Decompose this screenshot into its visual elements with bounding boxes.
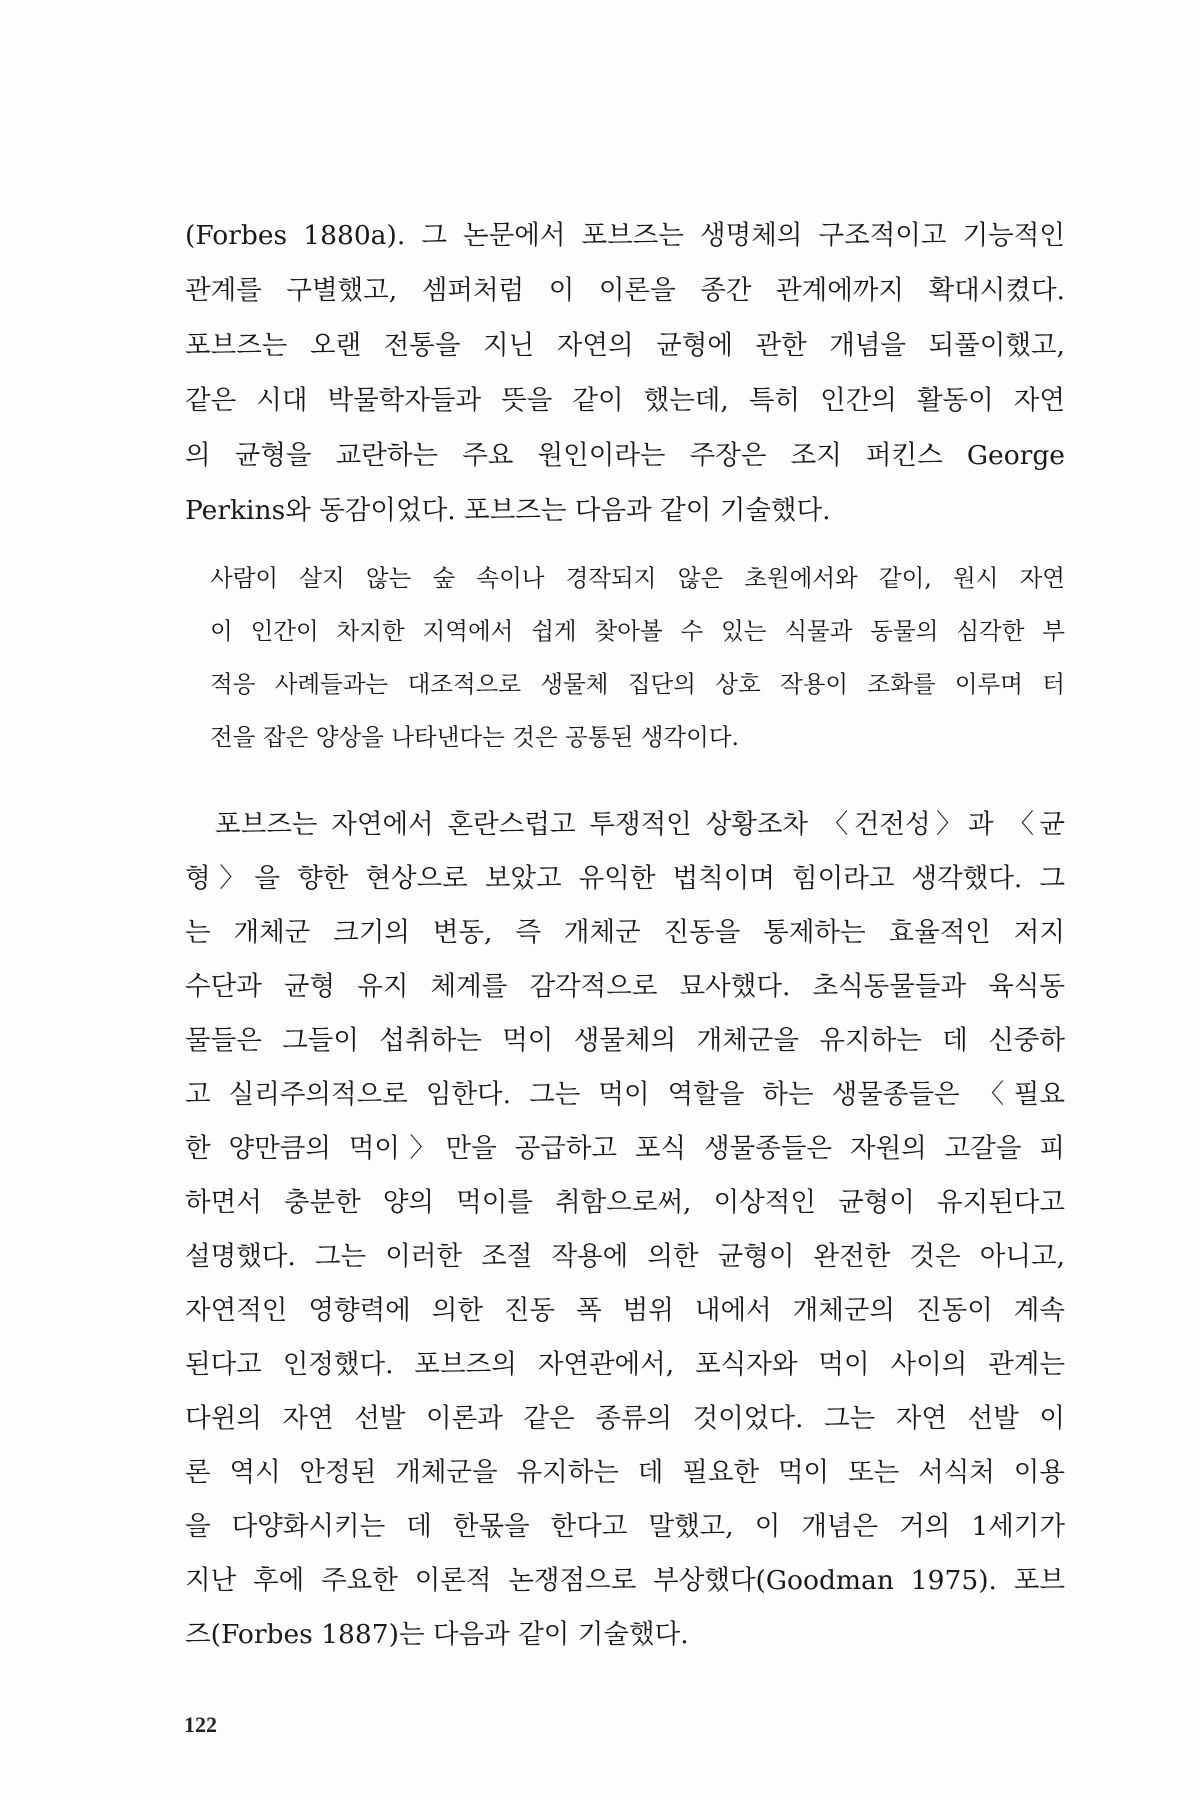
text-line: 물들은 그들이 섭취하는 먹이 생물체의 개체군을 유지하는 데 신중하 (185, 1025, 1065, 1056)
text-line: 다윈의 자연 선발 이론과 같은 종류의 것이었다. 그는 자연 선발 이 (185, 1403, 1065, 1434)
text-line: 지난 후에 주요한 이론적 논쟁점으로 부상했다(Goodman 1975). 포브 (185, 1565, 1065, 1596)
text-line: 수단과 균형 유지 체계를 감각적으로 묘사했다. 초식동물들과 육식동 (185, 971, 1065, 1002)
page-number: 122 (184, 1712, 217, 1737)
quote-line: 이 인간이 차지한 지역에서 쉽게 찾아볼 수 있는 식물과 동물의 심각한 부 (210, 617, 1065, 645)
text-line: 론 역시 안정된 개체군을 유지하는 데 필요한 먹이 또는 서식처 이용 (185, 1457, 1065, 1488)
text-line: 포브즈는 오랜 전통을 지닌 자연의 균형에 관한 개념을 되풀이했고, (185, 330, 1065, 361)
text-line: 한 양만큼의 먹이〉만을 공급하고 포식 생물종들은 자원의 고갈을 피 (185, 1133, 1065, 1164)
text-line: 된다고 인정했다. 포브즈의 자연관에서, 포식자와 먹이 사이의 관계는 (185, 1349, 1065, 1380)
block-quote (210, 552, 1065, 764)
text-line: Perkins와 동감이었다. 포브즈는 다음과 같이 기술했다. (185, 495, 831, 526)
text-line: 형〉을 향한 현상으로 보았고 유익한 법칙이며 힘이라고 생각했다. 그 (185, 863, 1065, 894)
text-line: 의 균형을 교란하는 주요 원인이라는 주장은 조지 퍼킨스 George (185, 440, 1065, 471)
quote-line: 전을 잡은 양상을 나타낸다는 것은 공통된 생각이다. (210, 723, 740, 751)
text-line: (Forbes 1880a). 그 논문에서 포브즈는 생명체의 구조적이고 기능적인 (185, 220, 1065, 251)
body-paragraph-2 (185, 798, 1065, 1662)
text-line: 같은 시대 박물학자들과 뜻을 같이 했는데, 특히 인간의 활동이 자연 (185, 385, 1065, 416)
text-line: 관계를 구별했고, 셈퍼처럼 이 이론을 종간 관계에까지 확대시켰다. (185, 275, 1065, 306)
text-line: 하면서 충분한 양의 먹이를 취함으로써, 이상적인 균형이 유지된다고 (185, 1187, 1065, 1218)
text-line: 을 다양화시키는 데 한몫을 한다고 말했고, 이 개념은 거의 1세기가 (185, 1511, 1065, 1542)
body-paragraph-1 (185, 208, 1065, 538)
text-line: 고 실리주의적으로 임한다. 그는 먹이 역할을 하는 생물종들은 〈필요 (185, 1079, 1065, 1110)
text-line: 설명했다. 그는 이러한 조절 작용에 의한 균형이 완전한 것은 아니고, (185, 1241, 1065, 1272)
quote-line: 적응 사례들과는 대조적으로 생물체 집단의 상호 작용이 조화를 이루며 터 (210, 670, 1065, 698)
quote-line: 사람이 살지 않는 숲 속이나 경작되지 않은 초원에서와 같이, 원시 자연 (210, 564, 1065, 592)
text-line: 즈(Forbes 1887)는 다음과 같이 기술했다. (185, 1619, 689, 1650)
text-line: 포브즈는 자연에서 혼란스럽고 투쟁적인 상황조차 〈건전성〉과 〈균 (215, 809, 1065, 840)
text-line: 자연적인 영향력에 의한 진동 폭 범위 내에서 개체군의 진동이 계속 (185, 1295, 1065, 1326)
text-line: 는 개체군 크기의 변동, 즉 개체군 진동을 통제하는 효율적인 저지 (185, 917, 1065, 948)
